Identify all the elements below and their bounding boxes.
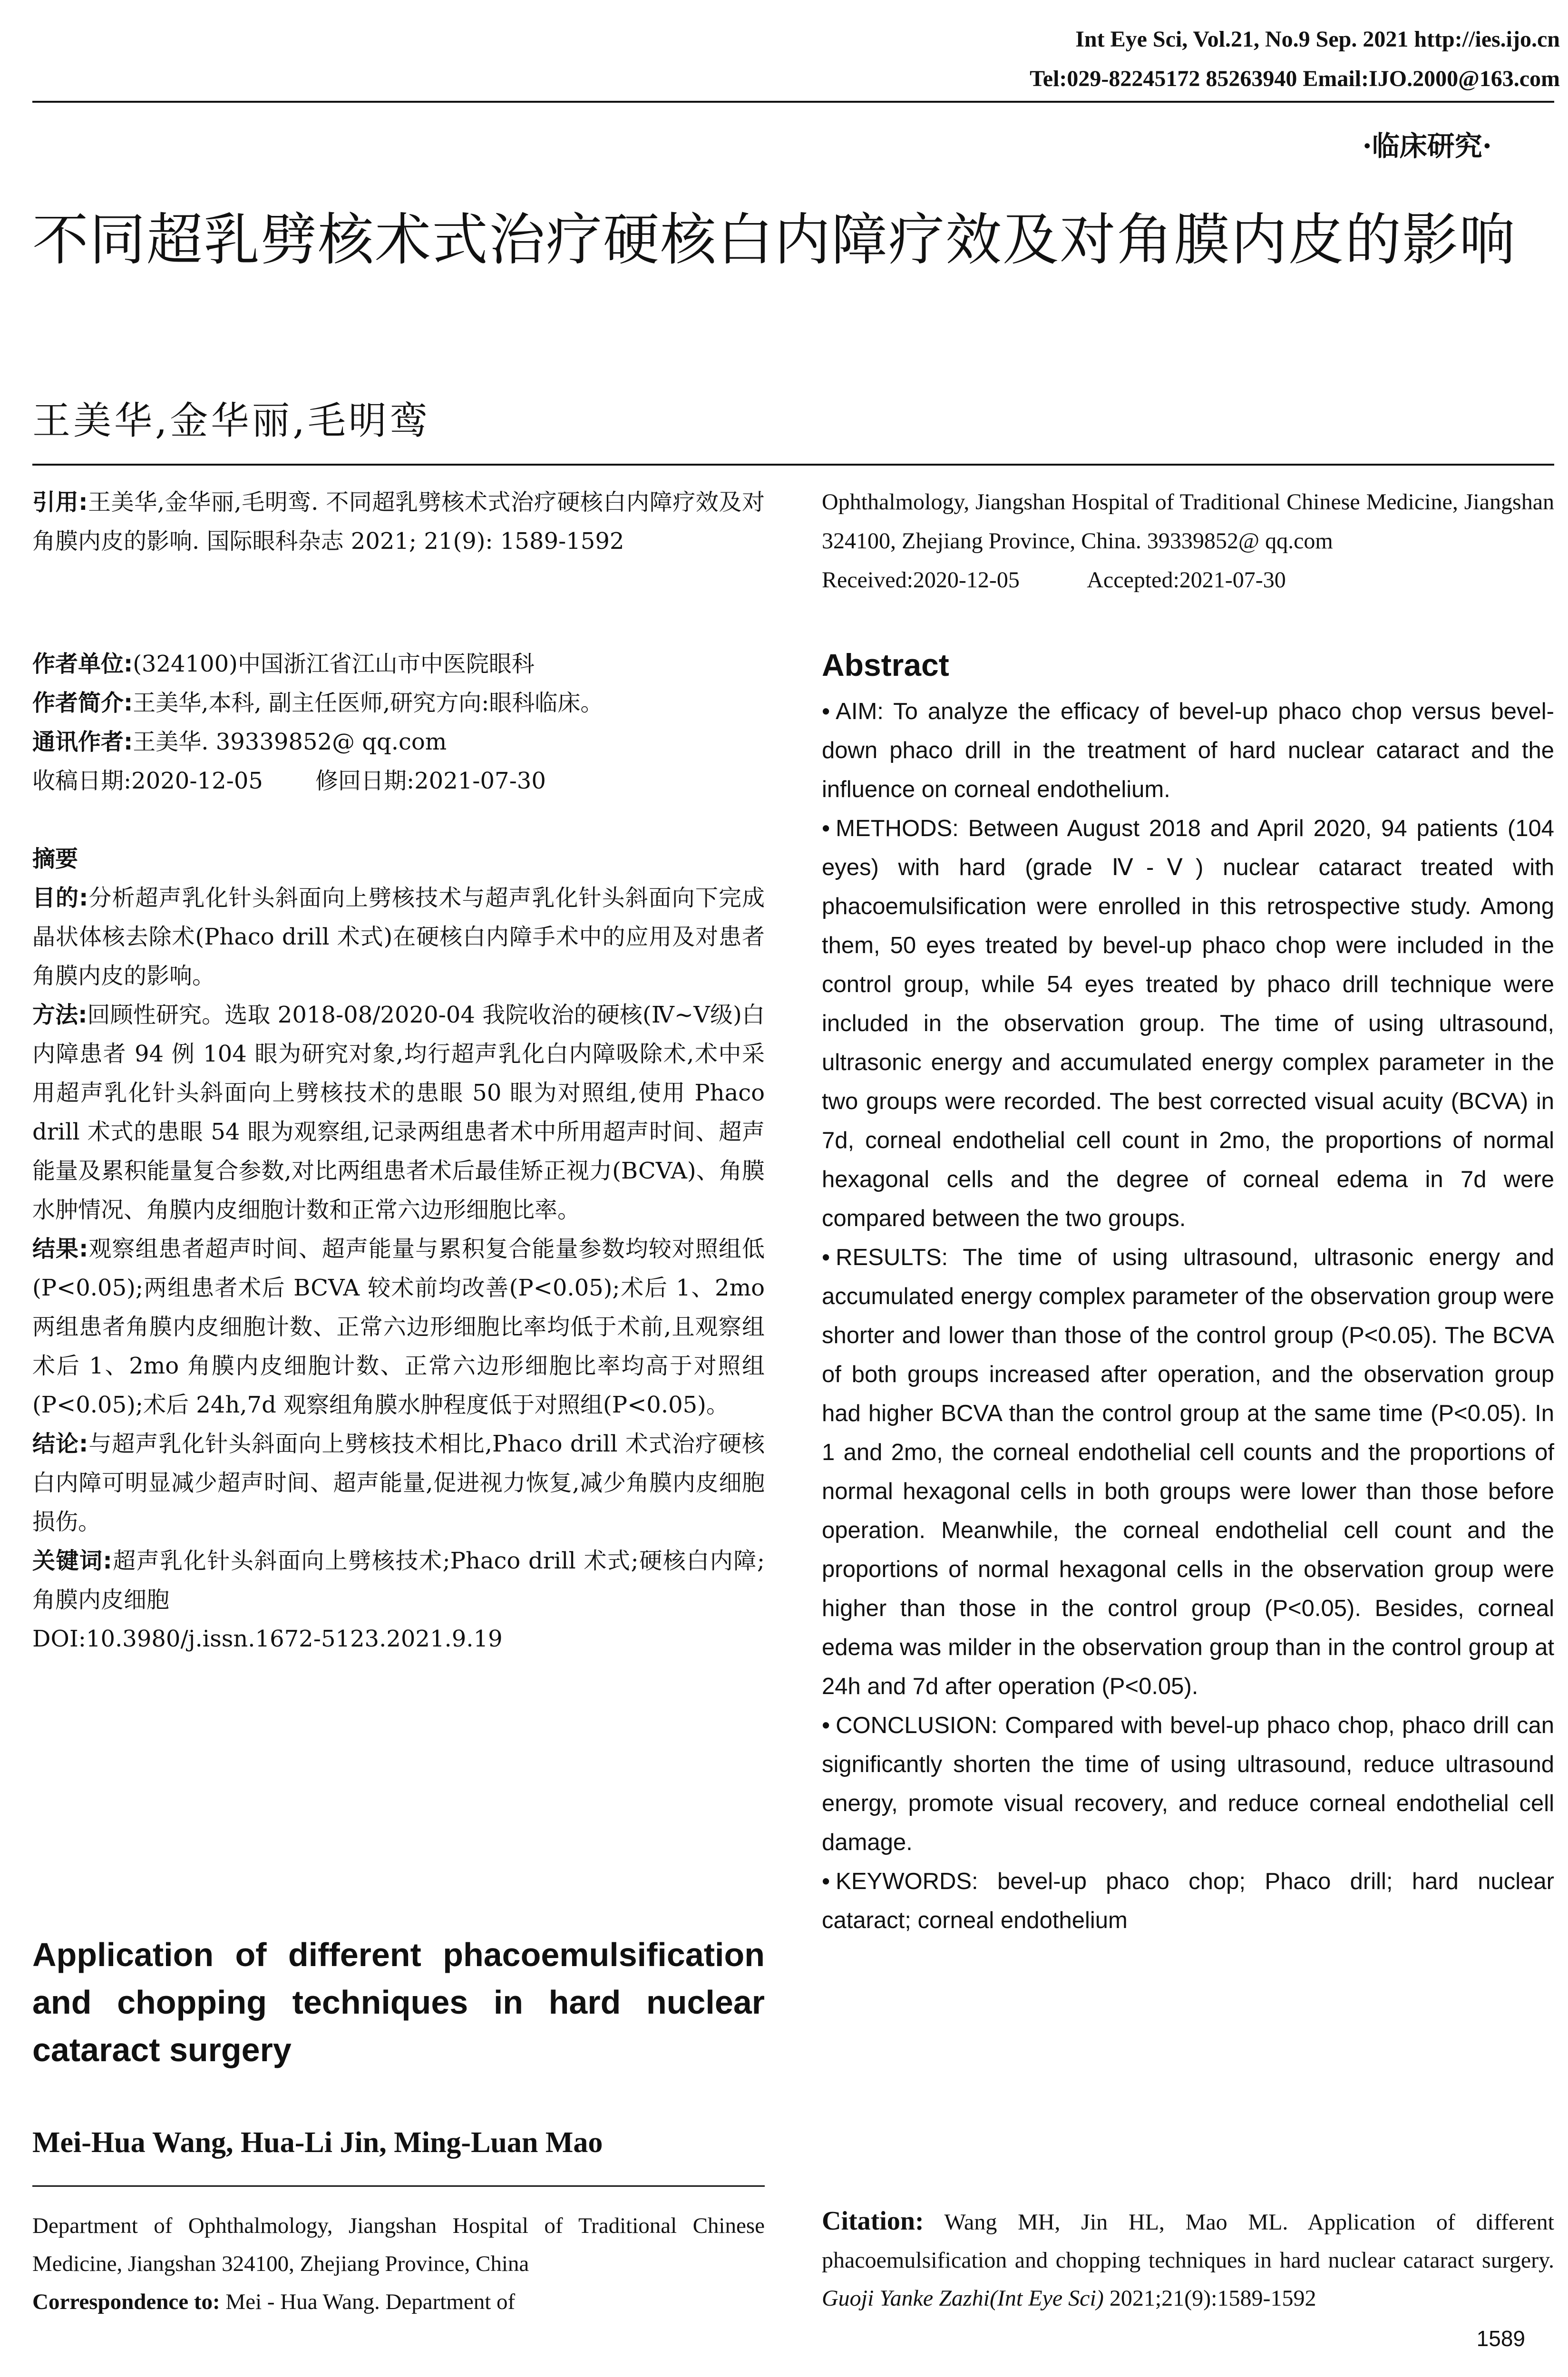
aim-cn-label: 目的: [32,885,88,911]
citation-cn-label: 引用: [32,489,88,516]
received-cn: 收稿日期:2020-12-05 [32,768,263,794]
aim-en: To analyze the efficacy of bevel-up phaco chop versus bevel-down phaco drill in the treatment of hard nuclear cataract and the influence on corneal endothelium. [822,699,1554,802]
article-title-en: Application of different phacoemulsification and chopping techniques in hard nuclear cataract surgery [32,1936,765,2068]
methods-cn-label: 方法: [32,1002,88,1028]
authors-cn: 王美华,金华丽,毛明鸾 [32,399,430,443]
accepted-en: Accepted:2021-07-30 [1087,567,1286,593]
citation-en-text: Wang MH, Jin HL, Mao ML. Application of different phacoemulsification and chopping techniques in hard nuclear cataract surgery. [822,2210,1554,2273]
corr-text-en: Mei - Hua Wang. Department of [225,2289,516,2314]
doi: DOI:10.3980/j.issn.1672-5123.2021.9.19 [32,1626,503,1652]
article-title-cn: 不同超乳劈核术式治疗硬核白内障疗效及对角膜内皮的影响 [32,207,1517,273]
methods-cn: 回顾性研究。选取 2018-08/2020-04 我院收治的硬核(Ⅳ~Ⅴ级)白内障患者 94 例 104 眼为研究对象,均行超声乳化白内障吸除术,术中采用超声乳化针头斜面向上劈核技术的患眼 50 眼为对照组,使用 Phaco drill 术式的患眼 54 眼为观察组,记录两组患者术中所用超声时间、超声能量及累积能量复合参数,对比两组患者术后最佳矫正视力(BCVA)、角膜水肿情况、角膜内皮细胞计数和正常六边形细胞比率。 [32,1002,765,1223]
bio-label: 作者简介: [32,690,133,716]
unit-text: (324100)中国浙江省江山市中医院眼科 [133,651,535,677]
journal-contact: Tel:029-82245172 85263940 Email:IJO.2000@163.com [1030,66,1560,91]
author-info-cn [32,644,765,800]
en-authors-rule [32,2185,765,2187]
authors-en: Mei-Hua Wang, Hua-Li Jin, Ming-Luan Mao [32,2126,603,2159]
keywords-en: bevel-up phaco chop; Phaco drill; hard nuclear cataract; corneal endothelium [822,1869,1554,1933]
corr-label-cn: 通讯作者: [32,729,133,755]
keywords-cn: 超声乳化针头斜面向上劈核技术;Phaco drill 术式;硬核白内障;角膜内皮细胞 [32,1548,765,1613]
affiliation-en-cont-text: Ophthalmology, Jiangshan Hospital of Traditional Chinese Medicine, Jiangshan 324100, Zhejiang Province, China. 39339852@ qq.com [822,489,1554,554]
results-cn-label: 结果: [32,1236,88,1262]
citation-en-tail: 2021;21(9):1589-1592 [1109,2286,1316,2311]
results-en: The time of using ultrasound, ultrasonic energy and accumulated energy complex parameter of the observation group were shorter and lower than those of the control group (P<0.05). The BCVA of both groups increased after operation, and the observation group had higher BCVA than the control group at the same time (P<0.05). In 1 and 2mo, the corneal endothelial cell counts and the proportions of normal hexagonal cells in both groups were lower than those before operation. Meanwhile, the corneal endothelial cell count and the proportions of normal hexagonal cells in the observation group were higher than those in the control group (P<0.05). Besides, corneal edema was milder in the observation group than in the control group at 24h and 7d after operation (P<0.05). [822,1245,1554,1699]
section-tag: ·临床研究· [1362,130,1492,162]
journal-header: Int Eye Sci, Vol.21, No.9 Sep. 2021 http://ies.ijo.cn [1075,27,1560,52]
affiliation-en [32,2207,765,2321]
aim-cn: 分析超声乳化针头斜面向上劈核技术与超声乳化针头斜面向下完成晶状体核去除术(Phaco drill 术式)在硬核白内障手术中的应用及对患者角膜内皮的影响。 [32,885,765,989]
results-en-label: RESULTS: [836,1245,948,1270]
conclusion-en: Compared with bevel-up phaco chop, phaco drill can significantly shorten the time of using ultrasound, reduce ultrasound energy, promote visual recovery, and reduce corneal endothelial cell damage. [822,1713,1554,1855]
title-rule [32,464,1554,466]
conclusion-en-label: CONCLUSION: [836,1713,998,1738]
conclusion-cn-label: 结论: [32,1431,88,1457]
citation-cn-text: 王美华,金华丽,毛明鸾. 不同超乳劈核术式治疗硬核白内障疗效及对角膜内皮的影响. 国际眼科杂志 2021; 21(9): 1589-1592 [32,489,765,555]
citation-en-journal: Guoji Yanke Zazhi(Int Eye Sci) [822,2286,1104,2311]
revised-cn: 修回日期:2021-07-30 [315,768,546,794]
affiliation-en-text: Department of Ophthalmology, Jiangshan Hospital of Traditional Chinese Medicine, Jiangshan 324100, Zhejiang Province, China [32,2213,765,2276]
aim-en-label: AIM: [836,699,884,724]
bio-text: 王美华,本科, 副主任医师,研究方向:眼科临床。 [133,690,604,716]
methods-en-label: METHODS: [836,816,959,841]
unit-label: 作者单位: [32,651,133,677]
header-rule [32,101,1554,103]
abstract-en: • AIM: To analyze the efficacy of bevel-up phaco chop versus bevel-down phaco drill in the treatment of hard nuclear cataract and the influence on corneal endothelium. • METHODS: Between August 2018 and April 2020, 94 patients (104 eyes) with hard (grade Ⅳ-Ⅴ) nuclear cataract treated with phacoemulsification were enrolled in this retrospective study. Among them, 50 eyes treated by bevel-up phaco chop were included in the control group, while 54 eyes treated by phaco drill technique were included in the observation group. The time of using ultrasound, ultrasonic energy and accumulated energy complex parameter in the two groups were recorded. The best corrected visual acuity (BCVA) in 7d, corneal endothelial cell count in 2mo, the proportions of normal hexagonal cells and the degree of corneal edema in 7d were compared between the two groups. • RESULTS: The time of using ultrasound, ultrasonic energy and accumulated energy complex parameter of the observation group were shorter and lower than those of the control group (P<0.05). The BCVA of both groups increased after operation, and the observation group had higher BCVA than the control group at the same time (P<0.05). In 1 and 2mo, the corneal endothelial cell counts and the proportions of normal hexagonal cells in both groups were lower than those before operation. Meanwhile, the corneal endothelial cell count and the proportions of normal hexagonal cells in the observation group were higher than those in the control group (P<0.05). Besides, corneal edema was milder in the observation group than in the control group at 24h and 7d after operation (P<0.05). • CONCLUSION: Compared with bevel-up phaco chop, phaco drill can significantly shorten the time of using ultrasound, reduce ultrasound energy, promote visual recovery, and reduce corneal endothelial cell damage. • KEYWORDS: bevel-up phaco chop; Phaco drill; hard nuclear cataract; corneal endothelium [822,699,1554,1933]
citation-en-label: Citation: [822,2206,924,2236]
citation-en [822,2202,1554,2318]
abstract-cn-heading: 摘要 [32,846,78,872]
keywords-cn-label: 关键词: [32,1548,112,1574]
results-cn: 观察组患者超声时间、超声能量与累积复合能量参数均较对照组低(P<0.05);两组患者术后 BCVA 较术前均改善(P<0.05);术后 1、2mo 两组患者角膜内皮细胞计数、正常六边形细胞比率均低于术前,且观察组术后 1、2mo 角膜内皮细胞计数、正常六边形细胞比率均高于对照组(P<0.05);术后 24h,7d 观察组角膜水肿程度低于对照组(P<0.05)。 [32,1236,765,1418]
methods-en: Between August 2018 and April 2020, 94 patients (104 eyes) with hard (grade Ⅳ-Ⅴ) nuclear cataract treated with phacoemulsification were enrolled in this retrospective study. Among them, 50 eyes treated by bevel-up phaco chop were included in the control group, while 54 eyes treated by phaco drill technique were included in the observation group. The time of using ultrasound, ultrasonic energy and accumulated energy complex parameter in the two groups were recorded. The best corrected visual acuity (BCVA) in 7d, corneal endothelial cell count in 2mo, the proportions of normal hexagonal cells and the degree of corneal edema in 7d were compared between the two groups. [822,816,1554,1231]
keywords-en-label: KEYWORDS: [836,1869,978,1894]
abstract-cn [32,839,765,1658]
corr-text-cn: 王美华. 39339852@ qq.com [133,729,447,755]
abstract-en-heading: Abstract [822,647,949,682]
corr-label-en: Correspondence to: [32,2289,220,2314]
affiliation-en-cont [822,483,1554,600]
page-number: 1589 [1476,2326,1525,2351]
received-en: Received:2020-12-05 [822,567,1020,593]
citation-cn [32,483,765,561]
conclusion-cn: 与超声乳化针头斜面向上劈核技术相比,Phaco drill 术式治疗硬核白内障可明显减少超声时间、超声能量,促进视力恢复,减少角膜内皮细胞损伤。 [32,1431,765,1535]
